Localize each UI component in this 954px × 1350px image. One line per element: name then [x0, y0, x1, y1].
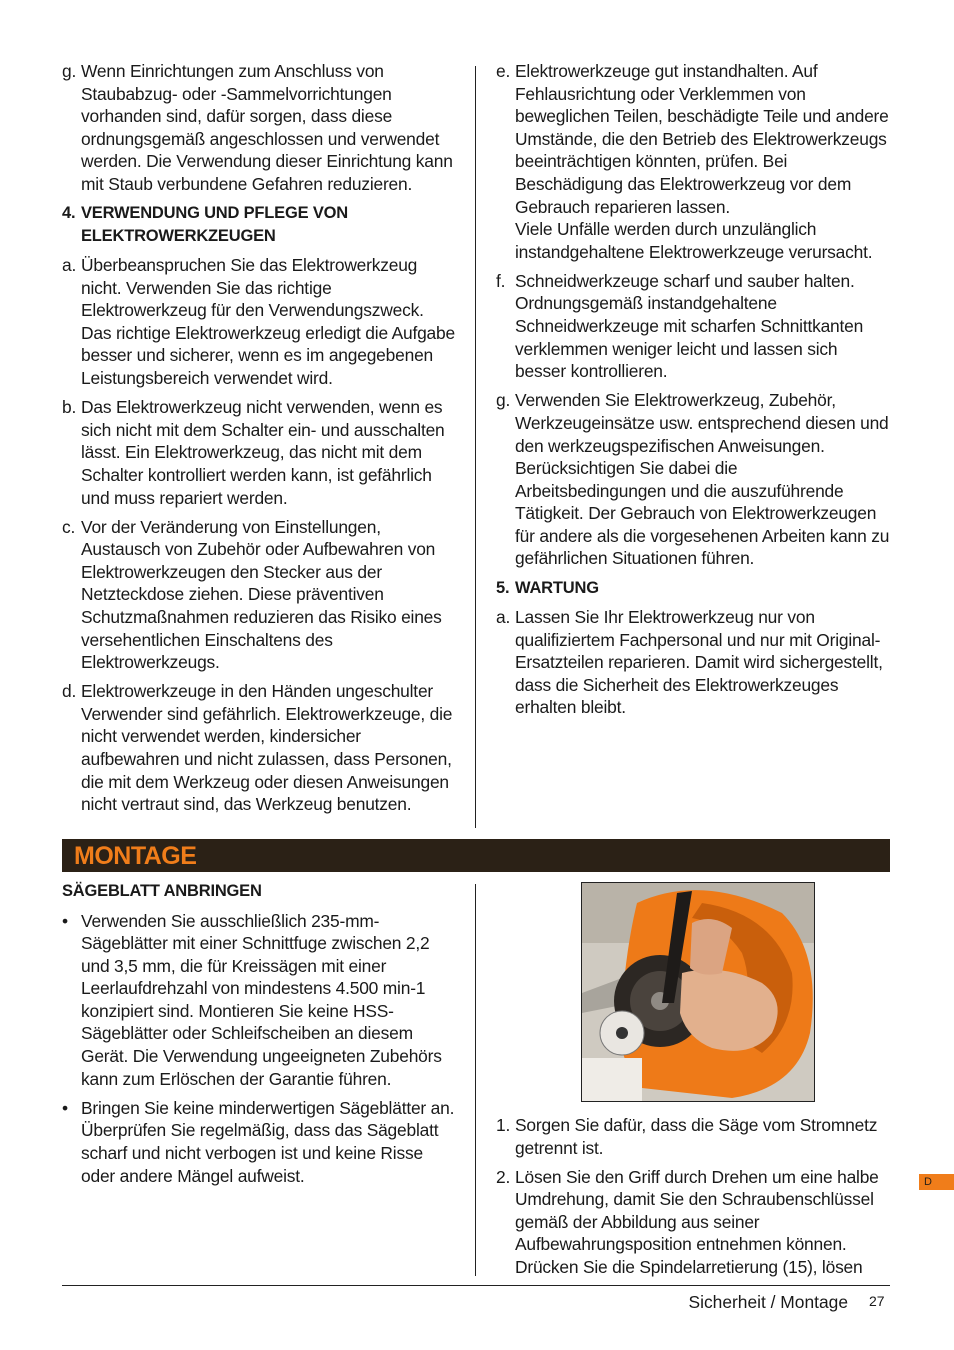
step-item [496, 1114, 890, 1159]
section-number: 5. [496, 578, 510, 597]
list-item [62, 516, 458, 674]
item-marker: g. [62, 61, 77, 81]
column-divider-lower [475, 884, 476, 1276]
footer-section-label: Sicherheit / Montage [688, 1292, 848, 1312]
left-column [62, 60, 458, 822]
subheading-text: SÄGEBLATT ANBRINGEN [62, 882, 262, 900]
step-item [496, 1166, 890, 1279]
blade-mounting-photo [581, 882, 815, 1102]
bullet-text: Verwenden Sie ausschließlich 235-mm-Sägeblätter mit einer Schnittfuge zwischen 2,2 und 3,5 mm, die für Kreissägen mit einer Leerlaufdrehzahl von mindestens 4.500 min-1 konzipiert sind. Montieren Sie keine HSS-Sägeblätter oder Schleifscheiben an diesem Gerät. Die Verwendung ungeeigneten Zubehörs kann zum Erlöschen der Garantie führen. [81, 910, 442, 1089]
list-item [62, 254, 458, 390]
list-item [496, 60, 890, 263]
banner-title: MONTAGE [74, 842, 197, 870]
section-heading-4 [62, 202, 458, 247]
item-text: Elektrowerkzeuge gut instandhalten. Auf Fehlausrichtung oder Verklemmen von beweglichen Teilen, beschädigte Teile und andere Umstände, die den Betrieb des Elektrowerkzeugs beeinträchtigen könnten, prüfen. Bei Beschädigung das Elektrowerkzeug vor dem Gebrauch reparieren lassen. [515, 61, 889, 217]
list-item [62, 396, 458, 509]
section-heading-5 [496, 577, 890, 600]
montage-left-column [62, 880, 458, 1194]
item-marker: a. [496, 607, 511, 628]
step-text: Lösen Sie den Griff durch Drehen um eine halbe Umdrehung, damit Sie den Schraubenschlüssel gemäß der Abbildung aus seiner Aufbewahrungsposition entnehmen können. Drücken Sie die Spindelarretierung (15), lösen [515, 1166, 879, 1278]
item-text: Vor der Veränderung von Einstellungen, Austausch von Zubehör oder Aufbewahren von Elektrowerkzeugen den Stecker aus der Netzteckdose ziehen. Diese präventiven Schutzmaßnahmen reduzieren das Risiko eines versehentlichen Einschaltens des Elektrowerkzeugs. [81, 516, 442, 673]
item-marker: f. [496, 270, 506, 291]
bullet-marker: • [62, 910, 68, 931]
list-item [62, 680, 458, 816]
montage-right-column [496, 1114, 890, 1285]
item-marker: g. [496, 390, 511, 411]
bullet-marker: • [62, 1097, 68, 1118]
item-text: Verwenden Sie Elektrowerkzeug, Zubehör, Werkzeugeinsätze usw. entsprechend diesen und den werkzeugspezifischen Anweisungen. Berücksichtigen Sie dabei die Arbeitsbedingungen und die auszuführende Tätigkeit. Der Gebrauch von Elektrowerkzeugen für andere als die vorgesehenen Arbeiten kann zu gefährlichen Situationen führen. [515, 390, 890, 569]
saw-illustration [582, 883, 814, 1101]
item-text: Wenn Einrichtungen zum Anschluss von Staubabzug- oder -Sammelvorrichtungen vorhanden sind, dafür sorgen, dass diese ordnungsgemäß angeschlossen und verwendet werden. Die Verwendung dieser Einrichtung kann mit Staub verbundene Gefahren reduzieren. [81, 61, 453, 194]
bullet-text: Bringen Sie keine minderwertigen Sägeblätter an. Überprüfen Sie regelmäßig, dass das Sägeblatt scharf und nicht verbogen ist und keine Risse oder andere Mängel aufweist. [81, 1097, 455, 1186]
item-text: Lassen Sie Ihr Elektrowerkzeug nur von qualifiziertem Fachpersonal und nur mit Original-Ersatzteilen reparieren. Damit wird sichergestellt, dass die Sicherheit des Elektrowerkzeuges erhalten bleibt. [515, 607, 883, 718]
language-tab: D [919, 1174, 954, 1190]
section-title: WARTUNG [515, 578, 599, 597]
list-item [496, 606, 890, 719]
list-item [62, 60, 458, 196]
footer-rule [62, 1285, 890, 1286]
item-marker: d. [62, 681, 77, 702]
section-number: 4. [62, 204, 76, 223]
column-divider [475, 66, 476, 828]
bullet-item [62, 910, 458, 1091]
item-marker: c. [62, 516, 76, 537]
bullet-item [62, 1097, 458, 1187]
item-text: Überbeanspruchen Sie das Elektrowerkzeug nicht. Verwenden Sie das richtige Elektrowerkzeug für den Verwendungszweck. Das richtige Elektrowerkzeug erledigt die Aufgabe besser und sicherer, wenn es im angegebenen Leistungsbereich verwendet wird. [81, 255, 455, 389]
section-banner [62, 839, 890, 872]
item-marker: b. [62, 397, 77, 418]
page-number: 27 [869, 1293, 885, 1309]
item-text-continued: Viele Unfälle werden durch unzulänglich instandgehaltene Elektrowerkzeuge verursacht. [515, 219, 873, 262]
step-number: 1. [496, 1115, 511, 1135]
subheading [62, 880, 458, 903]
item-marker: a. [62, 255, 77, 276]
section-title: VERWENDUNG UND PFLEGE VON ELEKTROWERKZEUGEN [81, 204, 348, 245]
item-marker: e. [496, 61, 511, 81]
item-text: Das Elektrowerkzeug nicht verwenden, wenn es sich nicht mit dem Schalter ein- und ausschalten lässt. Ein Elektrowerkzeug, das nicht mit dem Schalter kontrolliert werden kann, ist gefährlich und muss repariert werden. [81, 397, 445, 508]
step-number: 2. [496, 1166, 511, 1187]
item-text: Schneidwerkzeuge scharf und sauber halten. Ordnungsgemäß instandgehaltene Schneidwerkzeuge mit scharfen Schnittkanten verklemmen weniger leicht und lassen sich besser kontrollieren. [515, 270, 864, 382]
list-item [496, 270, 890, 383]
item-text: Elektrowerkzeuge in den Händen ungeschulter Verwender sind gefährlich. Elektrowerkzeuge, die nicht verwendet werden, kindersicher aufbewahren und nicht zulassen, dass Personen, die mit dem Werkzeug oder diesen Anweisungen nicht vertraut sind, das Werkzeug benutzen. [81, 681, 453, 815]
right-column [496, 60, 890, 726]
step-text: Sorgen Sie dafür, dass die Säge vom Stromnetz getrennt ist. [515, 1115, 878, 1158]
list-item [496, 389, 890, 570]
